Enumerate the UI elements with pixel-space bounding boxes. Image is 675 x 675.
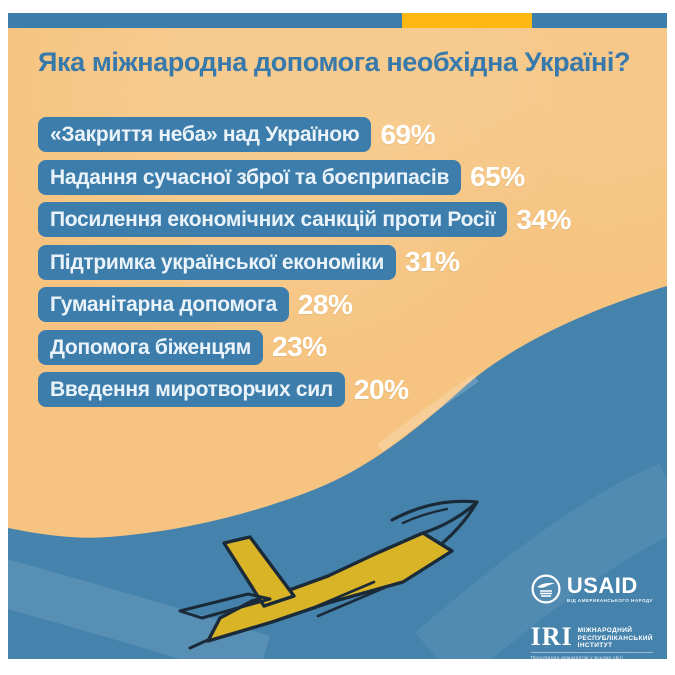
survey-bar-row — [38, 202, 571, 237]
option-value: 20% — [353, 373, 409, 405]
iri-org-line: ІНСТИТУТ — [577, 642, 613, 649]
aid-options-list — [38, 117, 571, 407]
poster-title: Яка міжнародна допомога необхідна Україні? — [38, 47, 631, 77]
usaid-logo — [531, 574, 653, 604]
usaid-seal-icon — [531, 574, 561, 604]
option-value: 65% — [470, 161, 525, 192]
option-value: 34% — [516, 203, 571, 235]
flag-stripe — [8, 13, 667, 28]
survey-bar-row — [38, 330, 571, 365]
iri-org-line: МІЖНАРОДНИЙ — [577, 627, 633, 634]
survey-bar-row — [38, 372, 571, 407]
iri-logo — [530, 622, 653, 659]
option-value: 23% — [272, 331, 327, 362]
option-label-pill: Надання сучасної зброї та боєприпасів — [38, 160, 461, 195]
option-label-pill: Введення миротворчих сил — [38, 372, 345, 407]
iri-logo-row — [530, 622, 653, 651]
option-value: 31% — [404, 246, 460, 277]
option-value: 69% — [380, 118, 435, 150]
survey-bar-row — [38, 117, 571, 152]
poster-background — [8, 28, 667, 659]
option-label-pill: Гуманітарна допомога — [38, 287, 289, 322]
option-label-pill: Допомога біженцям — [38, 330, 263, 365]
flag-stripe-yellow-segment — [402, 13, 532, 28]
survey-bar-row — [38, 287, 571, 322]
option-label-pill: Підтримка української економіки — [38, 245, 396, 280]
option-label-pill: «Закриття неба» над Україною — [38, 117, 371, 152]
iri-tagline: Просуваємо демократію у всьому світі — [531, 652, 653, 659]
iri-org-name — [578, 625, 653, 650]
iri-org-line: РЕСПУБЛІКАНСЬКИЙ — [577, 634, 653, 642]
usaid-tagline: ВІД АМЕРИКАНСЬКОГО НАРОДУ — [566, 598, 653, 604]
option-label-pill: Посилення економічних санкцій проти Росії — [38, 202, 507, 237]
iri-wordmark: IRI — [530, 622, 573, 651]
poster-frame — [8, 13, 667, 659]
usaid-wordmark: USAID — [566, 572, 638, 598]
survey-bar-row — [38, 160, 571, 195]
survey-bar-row — [38, 245, 571, 280]
option-value: 28% — [297, 288, 353, 320]
usaid-text-block — [566, 572, 653, 604]
